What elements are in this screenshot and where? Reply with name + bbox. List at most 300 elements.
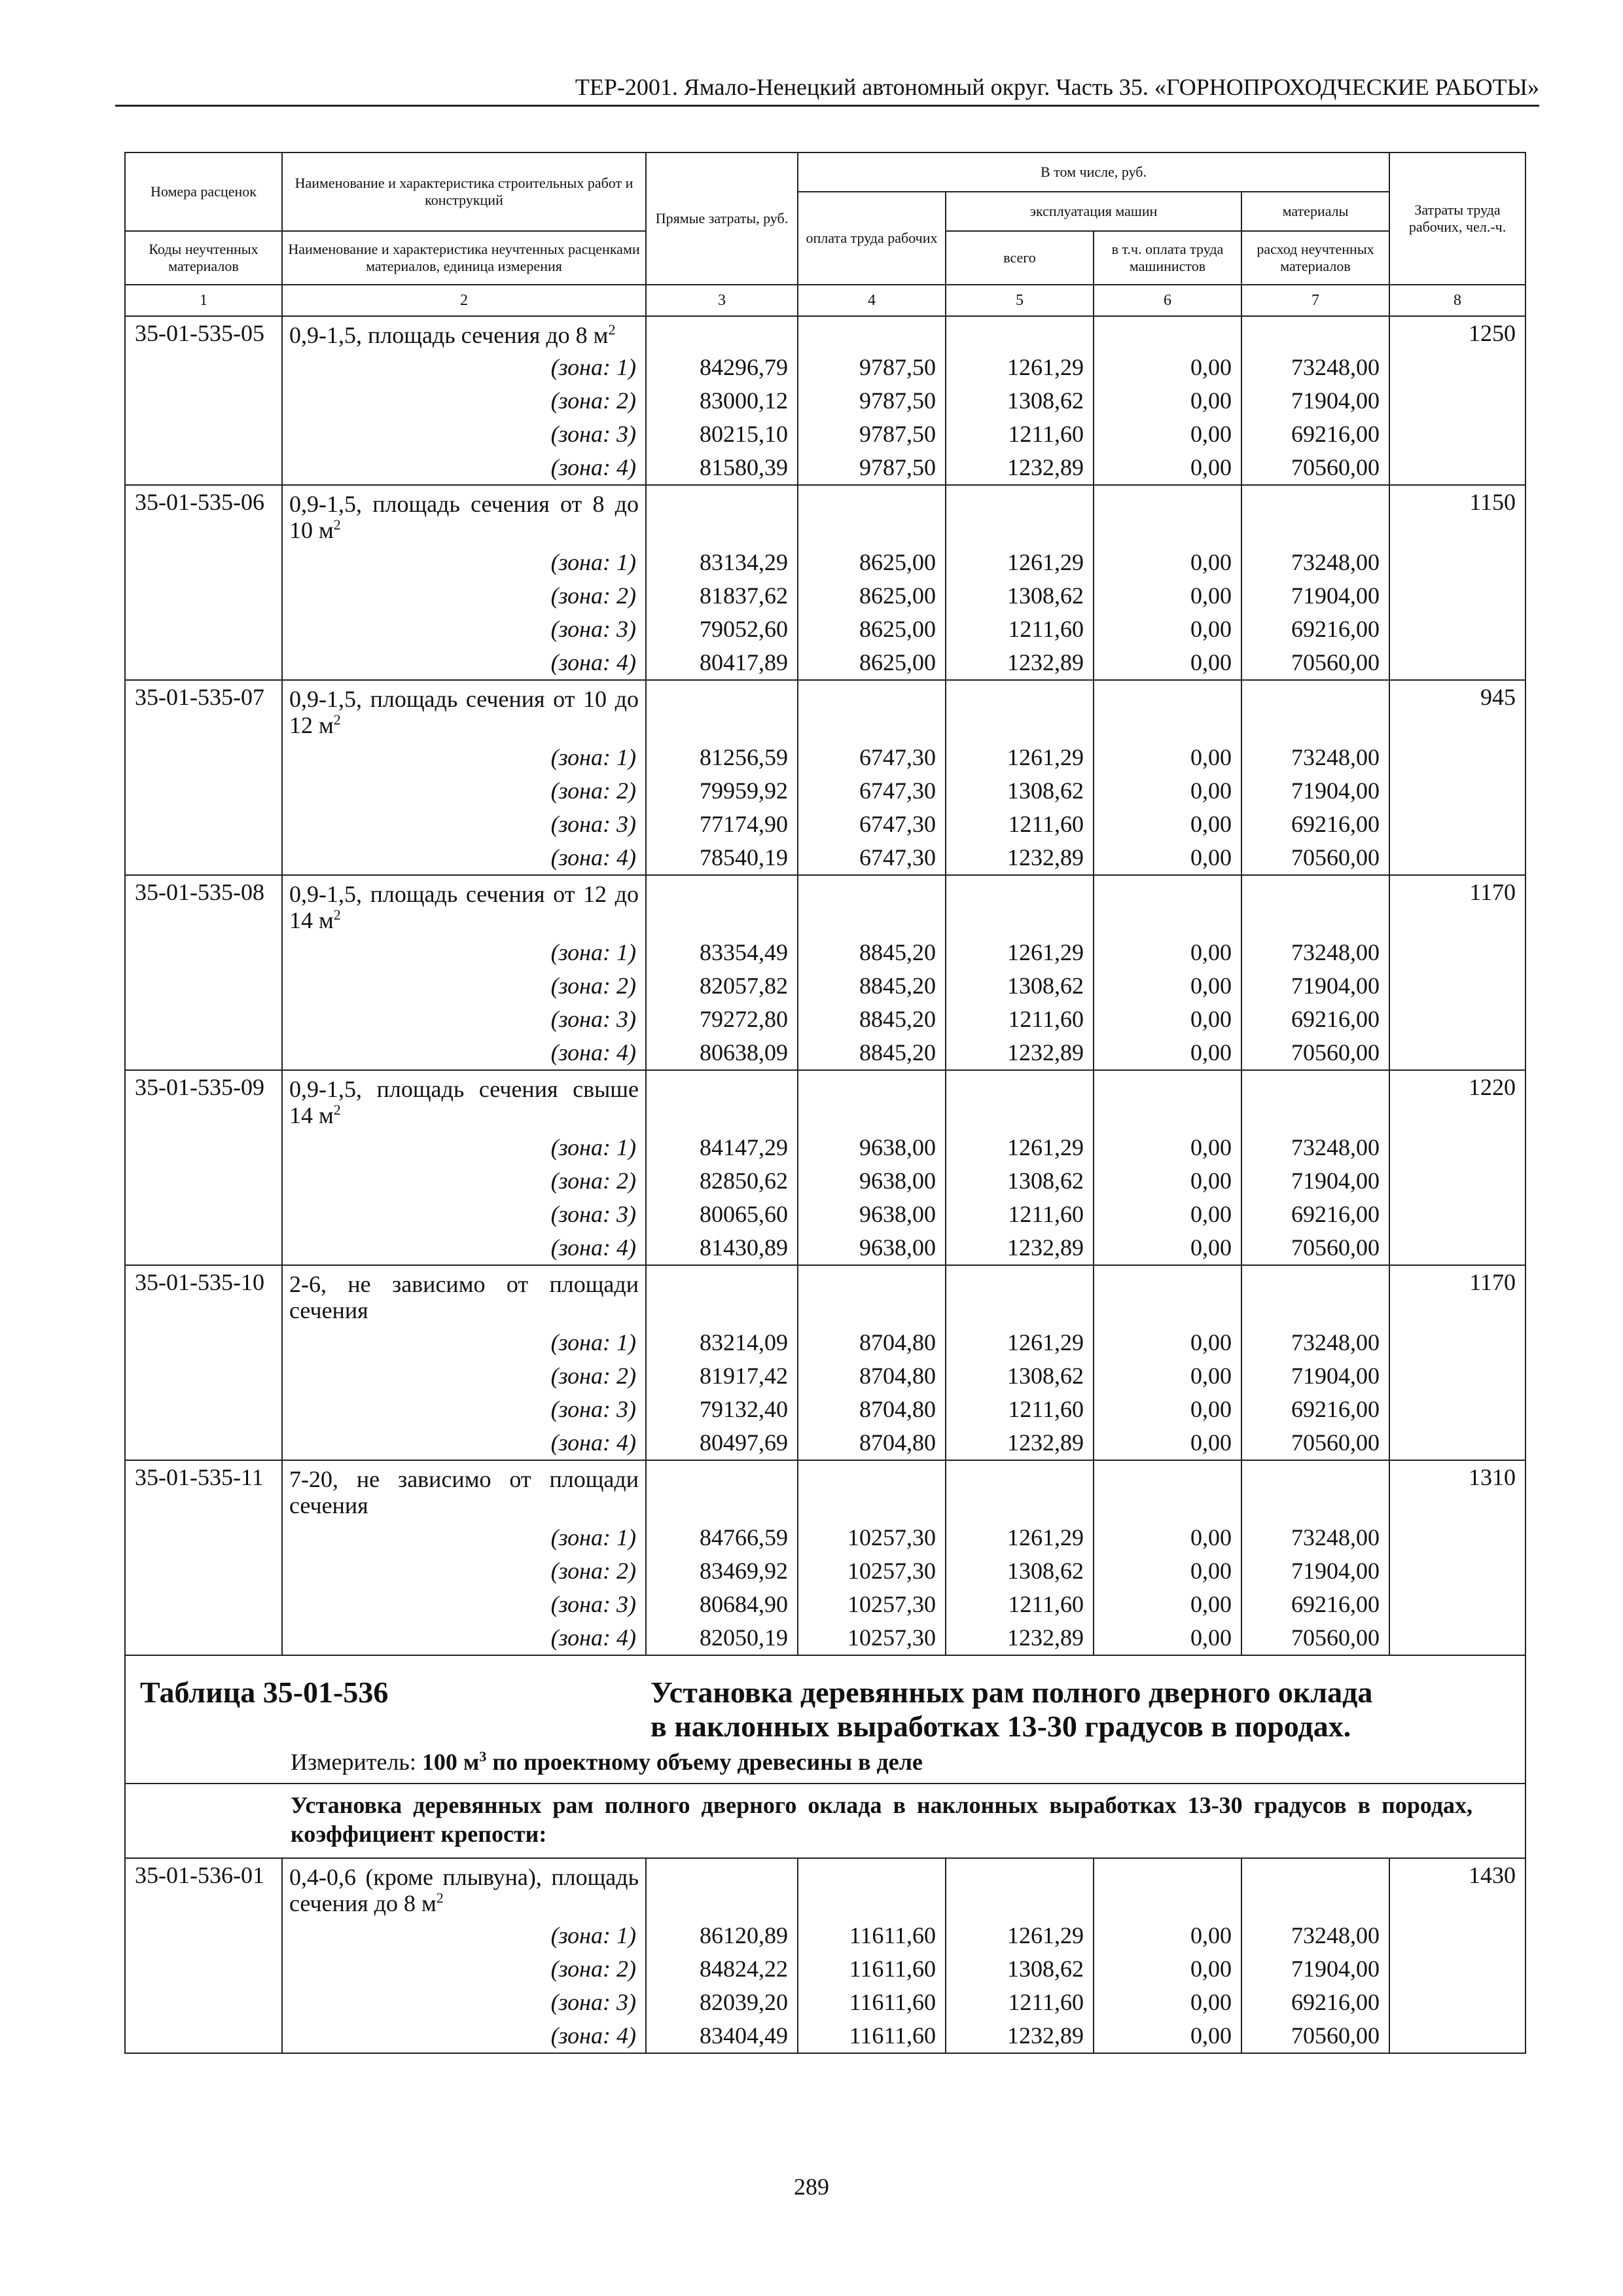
worker-wages: 10257,30 <box>798 1588 946 1621</box>
rate-code: 35-01-535-10 <box>125 1265 282 1326</box>
materials-cost: 71904,00 <box>1241 1359 1389 1393</box>
empty-cell <box>1389 1621 1525 1655</box>
zone-label: (зона: 4) <box>282 451 646 485</box>
worker-wages: 8625,00 <box>798 579 946 613</box>
empty-cell <box>125 969 282 1003</box>
operator-wages: 0,00 <box>1094 1588 1241 1621</box>
empty-cell <box>1389 741 1525 774</box>
empty-cell <box>946 1070 1094 1131</box>
operator-wages: 0,00 <box>1094 579 1241 613</box>
direct-costs: 82850,62 <box>646 1164 798 1198</box>
empty-cell <box>125 384 282 418</box>
machines-total: 1211,60 <box>946 1198 1094 1231</box>
zone-row <box>125 1359 1525 1393</box>
machines-total: 1232,89 <box>946 1036 1094 1070</box>
direct-costs: 80638,09 <box>646 1036 798 1070</box>
materials-cost: 69216,00 <box>1241 418 1389 451</box>
empty-cell <box>1241 680 1389 741</box>
header-wages: оплата труда рабочих <box>798 192 946 285</box>
materials-cost: 71904,00 <box>1241 384 1389 418</box>
zone-row <box>125 613 1525 646</box>
direct-costs: 83134,29 <box>646 546 798 579</box>
materials-cost: 71904,00 <box>1241 579 1389 613</box>
machines-total: 1261,29 <box>946 1131 1094 1164</box>
empty-cell <box>1389 2019 1525 2053</box>
empty-cell <box>646 680 798 741</box>
rate-name: 0,9-1,5, площадь сечения до 8 $м^2$ <box>282 316 646 351</box>
empty-cell <box>1389 808 1525 841</box>
zone-row <box>125 2019 1525 2053</box>
column-number: 7 <box>1241 285 1389 316</box>
direct-costs: 84766,59 <box>646 1521 798 1554</box>
empty-cell <box>946 680 1094 741</box>
operator-wages: 0,00 <box>1094 418 1241 451</box>
direct-costs: 79272,80 <box>646 1003 798 1036</box>
labor-cost: 1170 <box>1389 1265 1525 1326</box>
empty-cell <box>125 451 282 485</box>
running-title: ТЕР-2001. Ямало-Ненецкий автономный округ. Часть 35. «ГОРНОПРОХОДЧЕСКИЕ РАБОТЫ» <box>575 74 1539 100</box>
worker-wages: 8845,20 <box>798 936 946 969</box>
operator-wages: 0,00 <box>1094 936 1241 969</box>
worker-wages: 9787,50 <box>798 451 946 485</box>
empty-cell <box>798 680 946 741</box>
empty-cell <box>1389 969 1525 1003</box>
machines-total: 1211,60 <box>946 613 1094 646</box>
empty-cell <box>125 1036 282 1070</box>
empty-cell <box>946 1858 1094 1919</box>
labor-cost: 1150 <box>1389 485 1525 546</box>
empty-cell <box>946 1265 1094 1326</box>
empty-cell <box>1389 351 1525 384</box>
empty-cell <box>1389 1521 1525 1554</box>
machines-total: 1211,60 <box>946 1986 1094 2019</box>
empty-cell <box>125 774 282 808</box>
worker-wages: 9638,00 <box>798 1198 946 1231</box>
empty-cell <box>1094 875 1241 936</box>
column-number: 4 <box>798 285 946 316</box>
zone-label: (зона: 2) <box>282 1952 646 1986</box>
zone-row <box>125 1952 1525 1986</box>
direct-costs: 82039,20 <box>646 1986 798 2019</box>
worker-wages: 8845,20 <box>798 969 946 1003</box>
operator-wages: 0,00 <box>1094 1036 1241 1070</box>
machines-total: 1308,62 <box>946 384 1094 418</box>
empty-cell <box>798 1858 946 1919</box>
worker-wages: 6747,30 <box>798 741 946 774</box>
machines-total: 1308,62 <box>946 1164 1094 1198</box>
operator-wages: 0,00 <box>1094 384 1241 418</box>
zone-label: (зона: 4) <box>282 1231 646 1265</box>
zone-row <box>125 1393 1525 1426</box>
machines-total: 1211,60 <box>946 1393 1094 1426</box>
zone-row <box>125 1621 1525 1655</box>
rates-table <box>124 152 1526 2054</box>
direct-costs: 83404,49 <box>646 2019 798 2053</box>
materials-cost: 73248,00 <box>1241 936 1389 969</box>
worker-wages: 8845,20 <box>798 1036 946 1070</box>
worker-wages: 10257,30 <box>798 1621 946 1655</box>
zone-row <box>125 1986 1525 2019</box>
machines-total: 1308,62 <box>946 1952 1094 1986</box>
empty-cell <box>946 1460 1094 1521</box>
empty-cell <box>1389 1198 1525 1231</box>
empty-cell <box>1389 1036 1525 1070</box>
empty-cell <box>125 1393 282 1426</box>
measure-unit <box>126 1744 1525 1783</box>
empty-cell <box>1389 1359 1525 1393</box>
empty-cell <box>1389 1326 1525 1359</box>
empty-cell <box>125 418 282 451</box>
materials-cost: 69216,00 <box>1241 1588 1389 1621</box>
rate-code: 35-01-535-07 <box>125 680 282 741</box>
operator-wages: 0,00 <box>1094 1554 1241 1588</box>
direct-costs: 84296,79 <box>646 351 798 384</box>
machines-total: 1232,89 <box>946 1621 1094 1655</box>
operator-wages: 0,00 <box>1094 351 1241 384</box>
empty-cell <box>1389 1554 1525 1588</box>
empty-cell <box>125 1426 282 1460</box>
labor-cost: 1220 <box>1389 1070 1525 1131</box>
empty-cell <box>125 1621 282 1655</box>
running-header <box>115 71 1539 107</box>
header-material-codes: Коды неучтенных материалов <box>125 231 282 285</box>
machines-total: 1261,29 <box>946 1521 1094 1554</box>
direct-costs: 84147,29 <box>646 1131 798 1164</box>
rate-row <box>125 1070 1525 1131</box>
operator-wages: 0,00 <box>1094 1164 1241 1198</box>
direct-costs: 82050,19 <box>646 1621 798 1655</box>
header-machines-total: всего <box>946 231 1094 285</box>
materials-cost: 73248,00 <box>1241 1919 1389 1952</box>
empty-cell <box>125 1359 282 1393</box>
empty-cell <box>125 646 282 680</box>
machines-total: 1232,89 <box>946 646 1094 680</box>
operator-wages: 0,00 <box>1094 841 1241 875</box>
rate-row <box>125 316 1525 351</box>
zone-label: (зона: 4) <box>282 1621 646 1655</box>
rate-name: 0,9-1,5, площадь сечения от 8 до 10 $м^2$ <box>282 485 646 546</box>
worker-wages: 11611,60 <box>798 1952 946 1986</box>
labor-cost: 1310 <box>1389 1460 1525 1521</box>
header-direct-costs: Прямые затраты, руб. <box>646 152 798 285</box>
empty-cell <box>1389 1003 1525 1036</box>
zone-row <box>125 1036 1525 1070</box>
zone-row <box>125 1326 1525 1359</box>
empty-cell <box>1241 1460 1389 1521</box>
worker-wages: 9638,00 <box>798 1131 946 1164</box>
rate-name: 0,9-1,5, площадь сечения от 10 до 12 $м^2$ <box>282 680 646 741</box>
rates-document <box>124 152 1525 2054</box>
zone-row <box>125 808 1525 841</box>
zone-row <box>125 1919 1525 1952</box>
empty-cell <box>1094 316 1241 351</box>
direct-costs: 77174,90 <box>646 808 798 841</box>
worker-wages: 9638,00 <box>798 1231 946 1265</box>
direct-costs: 79052,60 <box>646 613 798 646</box>
zone-row <box>125 1198 1525 1231</box>
zone-row <box>125 646 1525 680</box>
rate-name: 0,9-1,5, площадь сечения от 12 до 14 $м^2$ <box>282 875 646 936</box>
empty-cell <box>1389 384 1525 418</box>
operator-wages: 0,00 <box>1094 741 1241 774</box>
operator-wages: 0,00 <box>1094 1131 1241 1164</box>
column-number: 6 <box>1094 285 1241 316</box>
labor-cost: 1430 <box>1389 1858 1525 1919</box>
worker-wages: 11611,60 <box>798 1986 946 2019</box>
zone-label: (зона: 2) <box>282 1164 646 1198</box>
empty-cell <box>1389 1231 1525 1265</box>
empty-cell <box>125 1198 282 1231</box>
machines-total: 1232,89 <box>946 451 1094 485</box>
machines-total: 1211,60 <box>946 418 1094 451</box>
empty-cell <box>125 936 282 969</box>
machines-total: 1308,62 <box>946 579 1094 613</box>
worker-wages: 8625,00 <box>798 546 946 579</box>
materials-cost: 70560,00 <box>1241 451 1389 485</box>
zone-label: (зона: 2) <box>282 969 646 1003</box>
worker-wages: 8704,80 <box>798 1326 946 1359</box>
empty-cell <box>1094 1265 1241 1326</box>
zone-label: (зона: 4) <box>282 1426 646 1460</box>
zone-label: (зона: 1) <box>282 741 646 774</box>
zone-row <box>125 1426 1525 1460</box>
empty-cell <box>1094 680 1241 741</box>
rate-code: 35-01-536-01 <box>125 1858 282 1919</box>
rate-code: 35-01-535-09 <box>125 1070 282 1131</box>
column-number: 1 <box>125 285 282 316</box>
worker-wages: 8845,20 <box>798 1003 946 1036</box>
empty-cell <box>1389 841 1525 875</box>
empty-cell <box>1241 1265 1389 1326</box>
empty-cell <box>1389 579 1525 613</box>
zone-label: (зона: 4) <box>282 1036 646 1070</box>
worker-wages: 8704,80 <box>798 1426 946 1460</box>
worker-wages: 6747,30 <box>798 774 946 808</box>
empty-cell <box>125 546 282 579</box>
header-rate-number: Номера расценок <box>125 152 282 231</box>
empty-cell <box>1389 1131 1525 1164</box>
materials-cost: 73248,00 <box>1241 1326 1389 1359</box>
header-material-usage: расход неучтенных материалов <box>1241 231 1389 285</box>
section-title: Установка деревянных рам полного дверного оклада в наклонных выработках 13-30 градусов в породах, коэффициент крепости: <box>125 1784 1525 1858</box>
rate-code: 35-01-535-08 <box>125 875 282 936</box>
worker-wages: 8625,00 <box>798 613 946 646</box>
column-number: 5 <box>946 285 1094 316</box>
zone-label: (зона: 2) <box>282 384 646 418</box>
zone-label: (зона: 3) <box>282 1003 646 1036</box>
operator-wages: 0,00 <box>1094 1359 1241 1393</box>
machines-total: 1308,62 <box>946 969 1094 1003</box>
operator-wages: 0,00 <box>1094 1231 1241 1265</box>
direct-costs: 81837,62 <box>646 579 798 613</box>
worker-wages: 9638,00 <box>798 1164 946 1198</box>
empty-cell <box>125 1919 282 1952</box>
empty-cell <box>646 875 798 936</box>
empty-cell <box>125 1986 282 2019</box>
table-caption <box>651 1676 1372 1744</box>
zone-row <box>125 1003 1525 1036</box>
machines-total: 1261,29 <box>946 351 1094 384</box>
zone-row <box>125 774 1525 808</box>
worker-wages: 6747,30 <box>798 841 946 875</box>
materials-cost: 73248,00 <box>1241 351 1389 384</box>
zone-row <box>125 1131 1525 1164</box>
zone-label: (зона: 2) <box>282 1359 646 1393</box>
machines-total: 1261,29 <box>946 1326 1094 1359</box>
empty-cell <box>1094 1070 1241 1131</box>
header-operator-wages: в т.ч. оплата труда машинистов <box>1094 231 1241 285</box>
rate-row <box>125 1858 1525 1919</box>
rate-name: 2-6, не зависимо от площади сечения <box>282 1265 646 1326</box>
labor-cost: 945 <box>1389 680 1525 741</box>
empty-cell <box>1094 1858 1241 1919</box>
empty-cell <box>646 1460 798 1521</box>
materials-cost: 69216,00 <box>1241 1003 1389 1036</box>
empty-cell <box>1389 1986 1525 2019</box>
machines-total: 1232,89 <box>946 2019 1094 2053</box>
empty-cell <box>798 1460 946 1521</box>
header-material-names: Наименование и характеристика неучтенных расценками материалов, единица измерения <box>282 231 646 285</box>
rate-code: 35-01-535-06 <box>125 485 282 546</box>
empty-cell <box>125 1231 282 1265</box>
empty-cell <box>646 316 798 351</box>
direct-costs: 79959,92 <box>646 774 798 808</box>
direct-costs: 80215,10 <box>646 418 798 451</box>
column-number: 8 <box>1389 285 1525 316</box>
rate-row <box>125 875 1525 936</box>
header-machines: эксплуатация машин <box>946 192 1241 231</box>
header-materials: материалы <box>1241 192 1389 231</box>
empty-cell <box>125 2019 282 2053</box>
empty-cell <box>1241 1858 1389 1919</box>
zone-label: (зона: 1) <box>282 1521 646 1554</box>
column-number: 3 <box>646 285 798 316</box>
operator-wages: 0,00 <box>1094 1919 1241 1952</box>
empty-cell <box>798 316 946 351</box>
zone-label: (зона: 1) <box>282 546 646 579</box>
rate-row <box>125 1460 1525 1521</box>
zone-row <box>125 1164 1525 1198</box>
header-including: В том числе, руб. <box>798 152 1389 192</box>
zone-label: (зона: 2) <box>282 579 646 613</box>
direct-costs: 86120,89 <box>646 1919 798 1952</box>
machines-total: 1211,60 <box>946 1588 1094 1621</box>
machines-total: 1261,29 <box>946 741 1094 774</box>
worker-wages: 8625,00 <box>798 646 946 680</box>
operator-wages: 0,00 <box>1094 546 1241 579</box>
empty-cell <box>125 1588 282 1621</box>
empty-cell <box>1241 1070 1389 1131</box>
empty-cell <box>1389 1164 1525 1198</box>
zone-row <box>125 741 1525 774</box>
empty-cell <box>798 1070 946 1131</box>
materials-cost: 73248,00 <box>1241 1131 1389 1164</box>
zone-label: (зона: 1) <box>282 1326 646 1359</box>
operator-wages: 0,00 <box>1094 646 1241 680</box>
empty-cell <box>125 351 282 384</box>
empty-cell <box>1389 1952 1525 1986</box>
labor-cost: 1170 <box>1389 875 1525 936</box>
empty-cell <box>125 613 282 646</box>
empty-cell <box>125 741 282 774</box>
empty-cell <box>946 316 1094 351</box>
direct-costs: 83469,92 <box>646 1554 798 1588</box>
empty-cell <box>646 1070 798 1131</box>
materials-cost: 70560,00 <box>1241 1621 1389 1655</box>
operator-wages: 0,00 <box>1094 774 1241 808</box>
empty-cell <box>1094 485 1241 546</box>
empty-cell <box>125 1326 282 1359</box>
empty-cell <box>1389 613 1525 646</box>
rates-536 <box>125 1858 1525 2053</box>
zone-row <box>125 1231 1525 1265</box>
rate-name: 7-20, не зависимо от площади сечения <box>282 1460 646 1521</box>
empty-cell <box>798 485 946 546</box>
zone-row <box>125 451 1525 485</box>
materials-cost: 69216,00 <box>1241 1986 1389 2019</box>
direct-costs: 81917,42 <box>646 1359 798 1393</box>
empty-cell <box>125 808 282 841</box>
empty-cell <box>1389 418 1525 451</box>
operator-wages: 0,00 <box>1094 1521 1241 1554</box>
rate-name: 0,4-0,6 (кроме плывуна), площадь сечения до 8 $м^2$ <box>282 1858 646 1919</box>
empty-cell <box>125 1003 282 1036</box>
operator-wages: 0,00 <box>1094 1326 1241 1359</box>
operator-wages: 0,00 <box>1094 1003 1241 1036</box>
operator-wages: 0,00 <box>1094 969 1241 1003</box>
empty-cell <box>1389 451 1525 485</box>
worker-wages: 10257,30 <box>798 1521 946 1554</box>
empty-cell <box>125 841 282 875</box>
direct-costs: 80684,90 <box>646 1588 798 1621</box>
machines-total: 1232,89 <box>946 1231 1094 1265</box>
empty-cell <box>1241 875 1389 936</box>
zone-label: (зона: 4) <box>282 841 646 875</box>
operator-wages: 0,00 <box>1094 1952 1241 1986</box>
materials-cost: 71904,00 <box>1241 1164 1389 1198</box>
table-number: Таблица 35-01-536 <box>140 1676 389 1709</box>
empty-cell <box>1389 1919 1525 1952</box>
direct-costs: 81430,89 <box>646 1231 798 1265</box>
zone-row <box>125 418 1525 451</box>
worker-wages: 10257,30 <box>798 1554 946 1588</box>
rate-row <box>125 485 1525 546</box>
zone-label: (зона: 3) <box>282 808 646 841</box>
empty-cell <box>798 875 946 936</box>
empty-cell <box>125 1131 282 1164</box>
rate-row <box>125 680 1525 741</box>
empty-cell <box>946 875 1094 936</box>
zone-row <box>125 1588 1525 1621</box>
zone-label: (зона: 2) <box>282 1554 646 1588</box>
table-caption-line: в наклонных выработках 13-30 градусов в породах. <box>651 1710 1351 1743</box>
direct-costs: 84824,22 <box>646 1952 798 1986</box>
direct-costs: 83354,49 <box>646 936 798 969</box>
zone-label: (зона: 3) <box>282 1198 646 1231</box>
rate-code: 35-01-535-05 <box>125 316 282 351</box>
materials-cost: 73248,00 <box>1241 546 1389 579</box>
machines-total: 1261,29 <box>946 1919 1094 1952</box>
materials-cost: 70560,00 <box>1241 1231 1389 1265</box>
zone-label: (зона: 3) <box>282 418 646 451</box>
machines-total: 1261,29 <box>946 936 1094 969</box>
operator-wages: 0,00 <box>1094 451 1241 485</box>
rate-row <box>125 1265 1525 1326</box>
empty-cell <box>1389 936 1525 969</box>
empty-cell <box>1389 646 1525 680</box>
direct-costs: 79132,40 <box>646 1393 798 1426</box>
table-caption-line: Установка деревянных рам полного дверного оклада <box>651 1676 1373 1709</box>
